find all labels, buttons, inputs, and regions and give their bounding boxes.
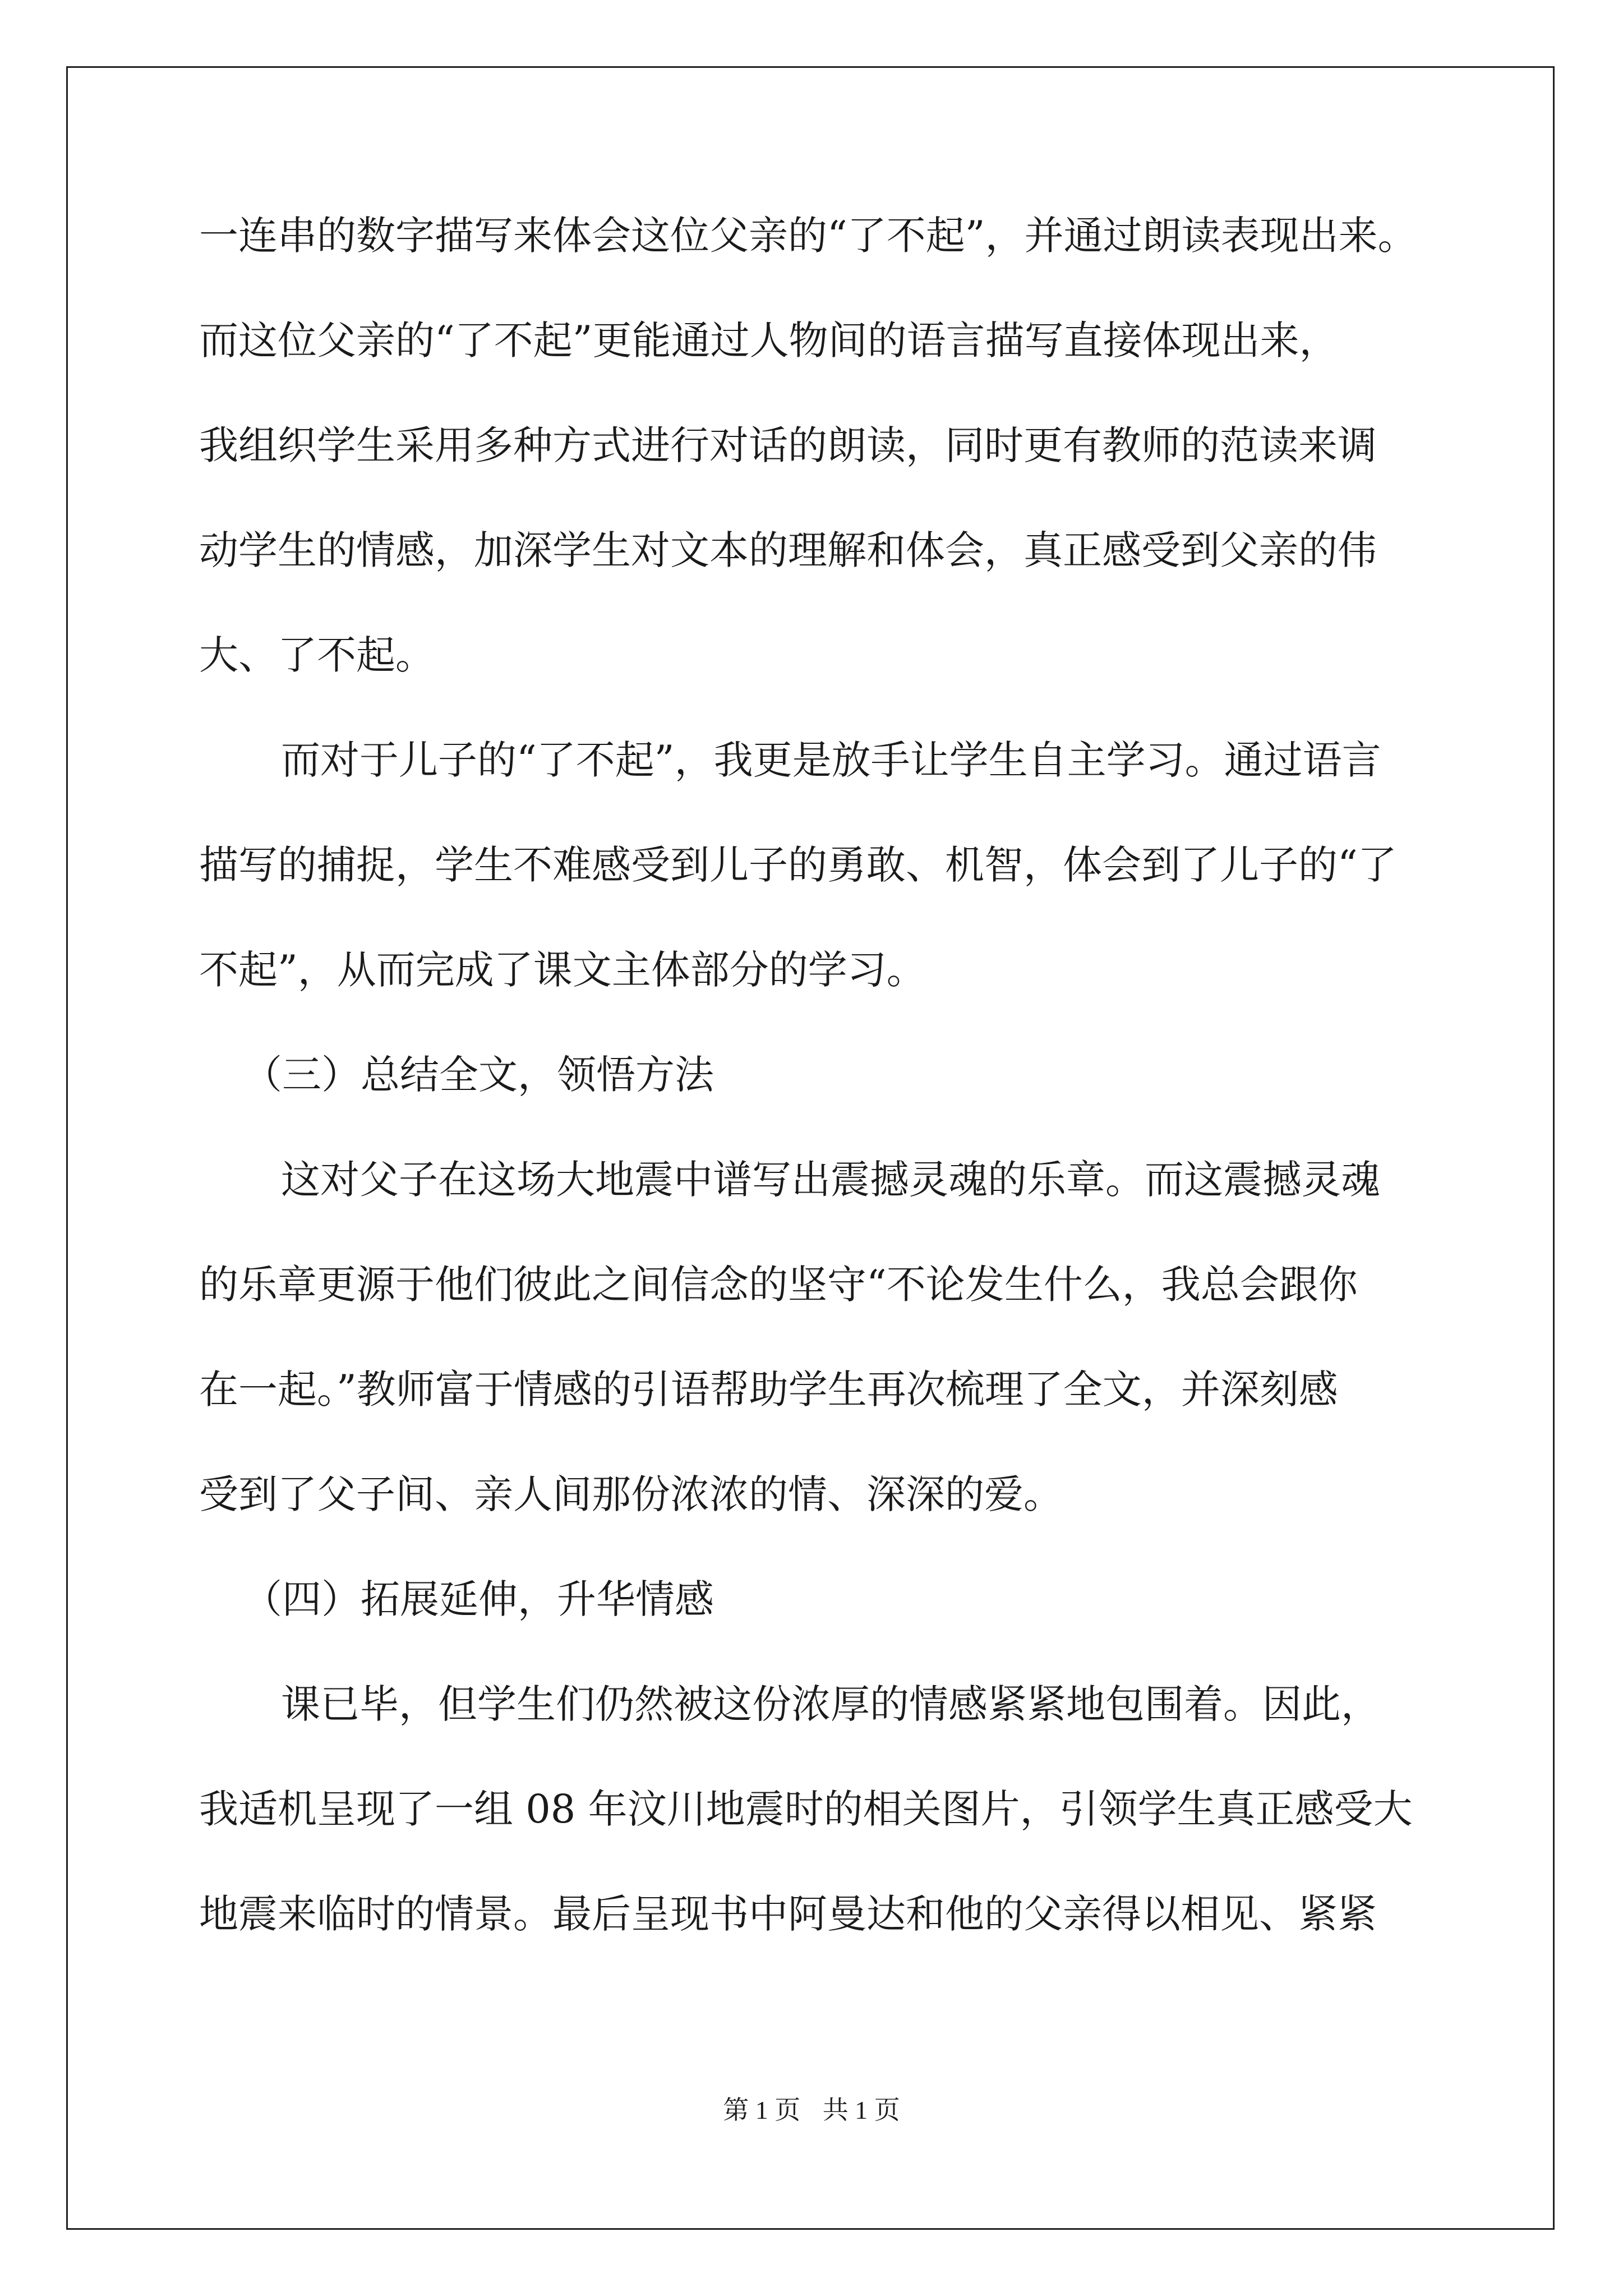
text-line: 我组织学生采用多种方式进行对话的朗读，同时更有教师的范读来调 (199, 422, 1377, 468)
section-heading: （三）总结全文，领悟方法 (243, 1052, 714, 1098)
document-body (199, 202, 1427, 1985)
text-line: 而这位父亲的“了不起”更能通过人物间的语言描写直接体现出来， (199, 318, 1339, 364)
paragraph-start-line: 这对父子在这场大地震中谱写出震撼灵魂的乐章。而这震撼灵魂 (281, 1157, 1380, 1203)
section-heading: （四）拓展延伸，升华情感 (243, 1576, 714, 1622)
text-line: 受到了父子间、亲人间那份浓浓的情、深深的爱。 (199, 1471, 1063, 1517)
text-line: 不起”，从而完成了课文主体部分的学习。 (199, 947, 926, 993)
text-line: 动学生的情感，加深学生对文本的理解和体会，真正感受到父亲的伟 (199, 527, 1377, 573)
text-line: 的乐章更源于他们彼此之间信念的坚守“不论发生什么，我总会跟你 (199, 1262, 1358, 1308)
text-line: 描写的捕捉，学生不难感受到儿子的勇敢、机智，体会到了儿子的“了 (199, 842, 1397, 888)
paragraph-start-line: 而对于儿子的“了不起”，我更是放手让学生自主学习。通过语言 (281, 737, 1381, 783)
text-line: 地震来临时的情景。最后呈现书中阿曼达和他的父亲得以相见、紧紧 (199, 1891, 1377, 1937)
text-line: 在一起。”教师富于情感的引语帮助学生再次梳理了全文，并深刻感 (199, 1366, 1338, 1412)
text-line: 我适机呈现了一组 08 年汶川地震时的相关图片，引领学生真正感受大 (199, 1786, 1413, 1832)
paragraph-start-line: 课已毕，但学生们仍然被这份浓厚的情感紧紧地包围着。因此， (281, 1681, 1380, 1727)
page-footer (0, 2090, 1623, 2127)
page-number-total: 共 1 页 (822, 2096, 900, 2124)
text-line: 大、了不起。 (199, 632, 435, 678)
text-line: 一连串的数字描写来体会这位父亲的“了不起”，并通过朗读表现出来。 (199, 213, 1417, 259)
page-number-current: 第 1 页 (723, 2096, 801, 2124)
